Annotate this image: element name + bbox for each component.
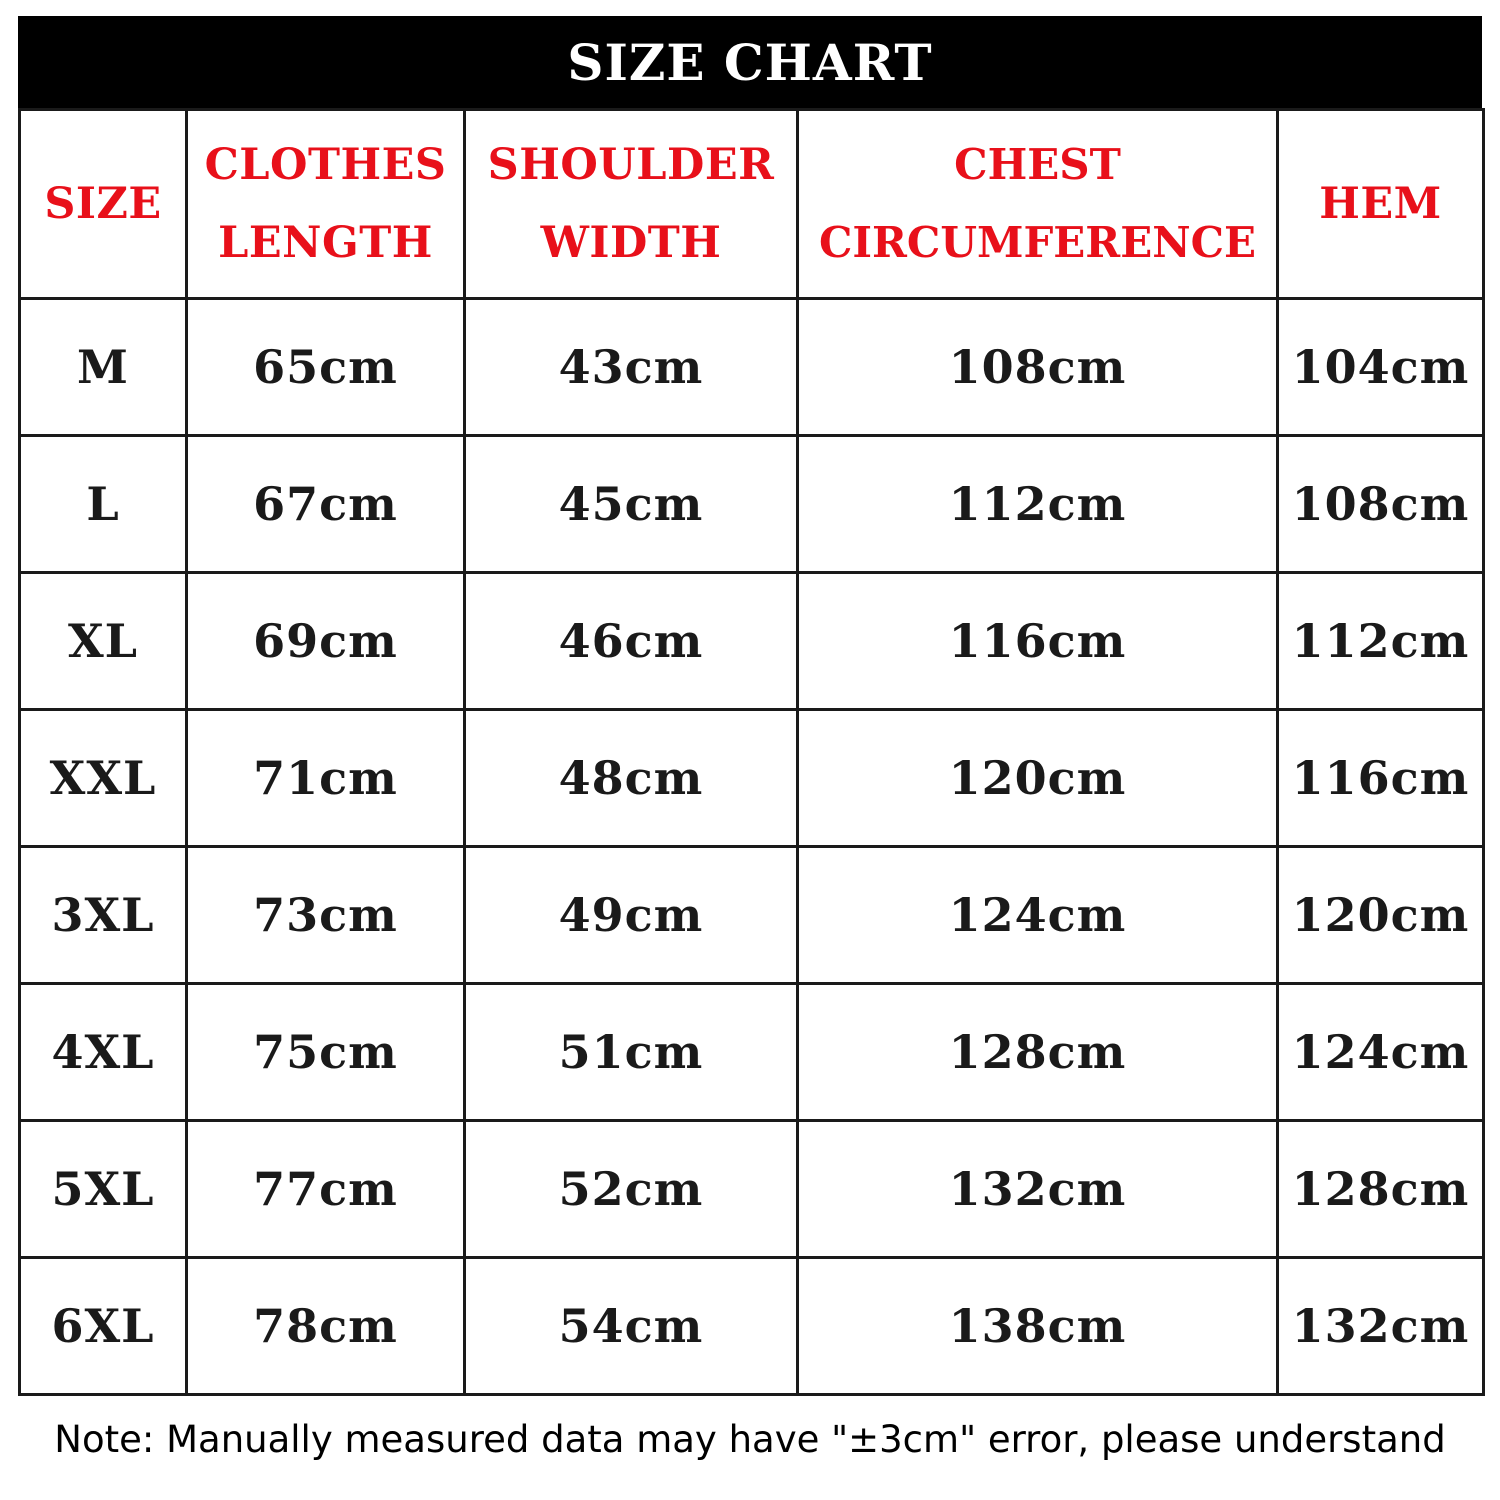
cell-shoulder-width: 45cm xyxy=(465,436,798,573)
cell-hem: 112cm xyxy=(1278,573,1484,710)
cell-size: 5XL xyxy=(20,1121,187,1258)
cell-clothes-length: 78cm xyxy=(187,1258,465,1395)
cell-chest-circumference: 116cm xyxy=(798,573,1278,710)
cell-chest-circumference: 128cm xyxy=(798,984,1278,1121)
cell-hem: 116cm xyxy=(1278,710,1484,847)
cell-chest-circumference: 124cm xyxy=(798,847,1278,984)
cell-hem: 104cm xyxy=(1278,299,1484,436)
header-chest-circumference-line2: CIRCUMFERENCE xyxy=(818,218,1257,267)
cell-shoulder-width: 52cm xyxy=(465,1121,798,1258)
cell-clothes-length: 71cm xyxy=(187,710,465,847)
cell-size: XL xyxy=(20,573,187,710)
table-row xyxy=(20,710,1484,847)
size-chart xyxy=(18,16,1482,1396)
table-row xyxy=(20,436,1484,573)
cell-hem: 120cm xyxy=(1278,847,1484,984)
header-row xyxy=(20,110,1484,299)
cell-clothes-length: 69cm xyxy=(187,573,465,710)
cell-clothes-length: 65cm xyxy=(187,299,465,436)
header-shoulder-width-line2: WIDTH xyxy=(540,218,722,268)
cell-size: 4XL xyxy=(20,984,187,1121)
size-table xyxy=(18,108,1485,1396)
table-row xyxy=(20,299,1484,436)
header-shoulder-width xyxy=(465,110,798,299)
header-clothes-length xyxy=(187,110,465,299)
cell-hem: 124cm xyxy=(1278,984,1484,1121)
header-shoulder-width-line1: SHOULDER xyxy=(487,140,775,190)
table-row xyxy=(20,573,1484,710)
header-hem: HEM xyxy=(1278,110,1484,299)
cell-shoulder-width: 46cm xyxy=(465,573,798,710)
chart-title: SIZE CHART xyxy=(18,16,1482,108)
cell-shoulder-width: 51cm xyxy=(465,984,798,1121)
header-clothes-length-line1: CLOTHES xyxy=(204,140,447,190)
cell-size: L xyxy=(20,436,187,573)
cell-shoulder-width: 48cm xyxy=(465,710,798,847)
cell-chest-circumference: 132cm xyxy=(798,1121,1278,1258)
cell-clothes-length: 75cm xyxy=(187,984,465,1121)
cell-chest-circumference: 120cm xyxy=(798,710,1278,847)
table-row xyxy=(20,1121,1484,1258)
cell-clothes-length: 67cm xyxy=(187,436,465,573)
cell-size: XXL xyxy=(20,710,187,847)
cell-size: 6XL xyxy=(20,1258,187,1395)
cell-chest-circumference: 138cm xyxy=(798,1258,1278,1395)
cell-hem: 128cm xyxy=(1278,1121,1484,1258)
cell-chest-circumference: 112cm xyxy=(798,436,1278,573)
table-row xyxy=(20,847,1484,984)
cell-hem: 108cm xyxy=(1278,436,1484,573)
measurement-note: Note: Manually measured data may have "±3cm" error, please understand xyxy=(54,1418,1446,1461)
cell-clothes-length: 73cm xyxy=(187,847,465,984)
cell-clothes-length: 77cm xyxy=(187,1121,465,1258)
cell-size: 3XL xyxy=(20,847,187,984)
header-size: SIZE xyxy=(20,110,187,299)
cell-shoulder-width: 49cm xyxy=(465,847,798,984)
header-chest-circumference xyxy=(798,110,1278,299)
cell-shoulder-width: 43cm xyxy=(465,299,798,436)
table-row xyxy=(20,984,1484,1121)
header-clothes-length-line2: LENGTH xyxy=(218,218,433,268)
cell-chest-circumference: 108cm xyxy=(798,299,1278,436)
header-chest-circumference-line1: CHEST xyxy=(954,140,1121,189)
cell-hem: 132cm xyxy=(1278,1258,1484,1395)
cell-size: M xyxy=(20,299,187,436)
table-row xyxy=(20,1258,1484,1395)
cell-shoulder-width: 54cm xyxy=(465,1258,798,1395)
